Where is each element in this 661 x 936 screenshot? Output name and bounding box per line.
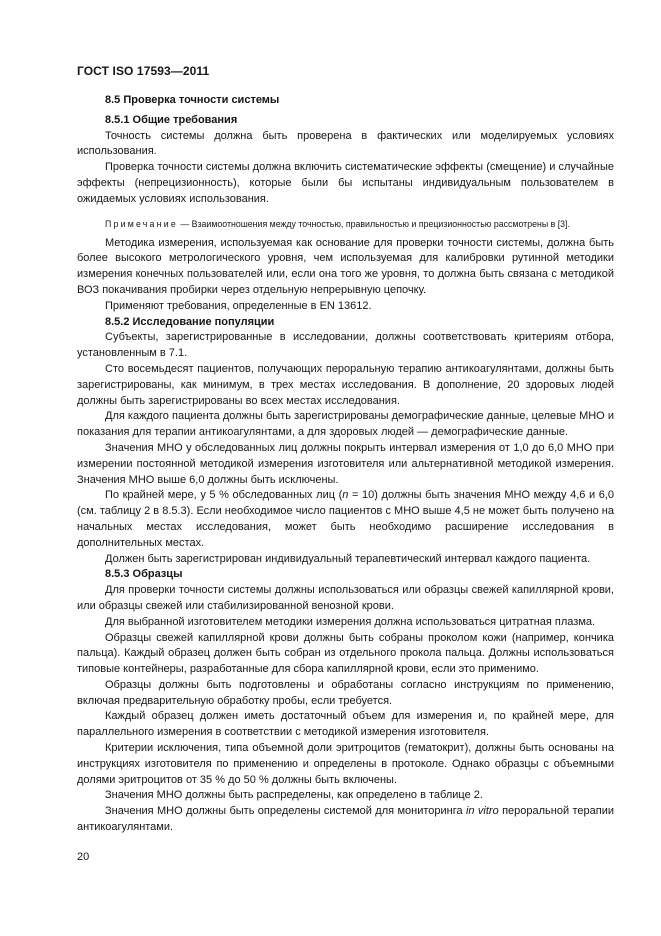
italic-var: n (342, 489, 349, 502)
paragraph: Значения МНО у обследованных лиц должны покрыть интервал измерения от 1,0 до 6,0 МНО при измерении постоянной методикой измерения изготовителя или альтернативной методикой измерения. Значения МНО выше 6,0 должны быть исключены. (77, 441, 614, 486)
paragraph: Для проверки точности системы должны использоваться или образцы свежей капиллярной крови, или образцы свежей или стабилизированной венозной крови. (77, 584, 614, 612)
paragraph: Сто восемьдесят пациентов, получающих пероральную терапию антикоагулянтами, должны быть зарегистрированы, как минимум, в трех местах исследования. В дополнение, 20 здоровых людей должны быть зарегистрированы во всех местах исследования. (77, 362, 614, 407)
paragraph: Образцы должны быть подготовлены и обработаны согласно инструкциям по применению, включая предварительную обработку пробы, если требуется. (77, 678, 614, 707)
note-text: — Взаимоотношения между точностью, правильностью и прецизионностью рассмотрены в [3]. (177, 218, 570, 229)
paragraph: Точность системы должна быть проверена в фактических или моделируемых условиях использования. (77, 129, 614, 158)
paragraph: Критерии исключения, типа объемной доли эритроцитов (гематокрит), должны быть основаны на инструкциях изготовителя по применению и определены в протоколе. Однако образцы с объемными долями эритроцитов от 35 % до 50 % должны быть включены. (77, 742, 614, 786)
note (77, 218, 614, 231)
document-header: ГОСТ ISO 17593—2011 (77, 64, 210, 78)
paragraph: Проверка точности системы должна включить систематические эффекты (смещение) и случайные эффекты (непрецизионность), которые были бы испытаны индивидуальным пользователем в ожидаемых условиях использования. (77, 161, 614, 205)
paragraph (77, 804, 614, 836)
subsection-title-general: 8.5.1 Общие требования (105, 113, 238, 126)
text-run: Значения МНО должны быть определены системой для мониторинга (105, 805, 466, 818)
subsection-title-samples: 8.5.3 Образцы (105, 568, 183, 581)
text-run: = 10) должны быть значения МНО между 4,6 и 6,0 (см. таблицу 2 в 8.5.3). Если необходимое число пациентов с МНО выше 4,5 не может быть получено на начальных местах исследования, может быть необходимо расширение исследования в дополнительных местах. (77, 489, 615, 549)
italic-term: in vitro (465, 805, 499, 818)
subsection-title-population: 8.5.2 Исследование популяции (105, 315, 275, 328)
paragraph (77, 488, 614, 551)
paragraph: Значения МНО должны быть распределены, как определено в таблице 2. (105, 789, 483, 802)
paragraph: Должен быть зарегистрирован индивидуальный терапевтический интервал каждого пациента. (105, 552, 591, 565)
paragraph: Субъекты, зарегистрированные в исследовании, должны соответствовать критериям отбора, установленным в 7.1. (77, 331, 614, 360)
paragraph: Образцы свежей капиллярной крови должны быть собраны проколом кожи (например, кончика пальца). Каждый образец должен быть собран из отдельного прокола пальца. Должны использоваться типовые контейнеры, разработанные для сбора капиллярной крови, если это применимо. (77, 631, 614, 676)
paragraph: Применяют требования, определенные в EN 13612. (105, 299, 372, 312)
text-run: пероральной терапии антикоагулянтами. (77, 805, 614, 834)
paragraph: Методика измерения, используемая как основание для проверки точности системы, должна быть более высокого метрологического уровня, чем используемая для калибровки рутинной методики измерения конечных пользователей или, если она того же уровня, то должна быть связана с методикой ВОЗ покачивания пробирки через отдельную непрерывную цепочку. (77, 236, 614, 296)
text-run: По крайней мере, у 5 % обследованных лиц ( (105, 489, 343, 502)
paragraph: Для каждого пациента должны быть зарегистрированы демографические данные, целевые МНО и показания для терапии антикоагулянтами, а для здоровых людей — демографические данные. (77, 410, 614, 439)
page-number: 20 (77, 851, 90, 863)
section-title: 8.5 Проверка точности системы (105, 94, 280, 106)
page-content (77, 93, 614, 836)
paragraph: Каждый образец должен иметь достаточный объем для измерения и, по крайней мере, для параллельного измерения в соответствии с методикой измерения изготовителя. (77, 710, 614, 739)
note-label: Примечание (105, 218, 178, 229)
paragraph: Для выбранной изготовителем методики измерения должна использоваться цитратная плазма. (105, 615, 596, 628)
